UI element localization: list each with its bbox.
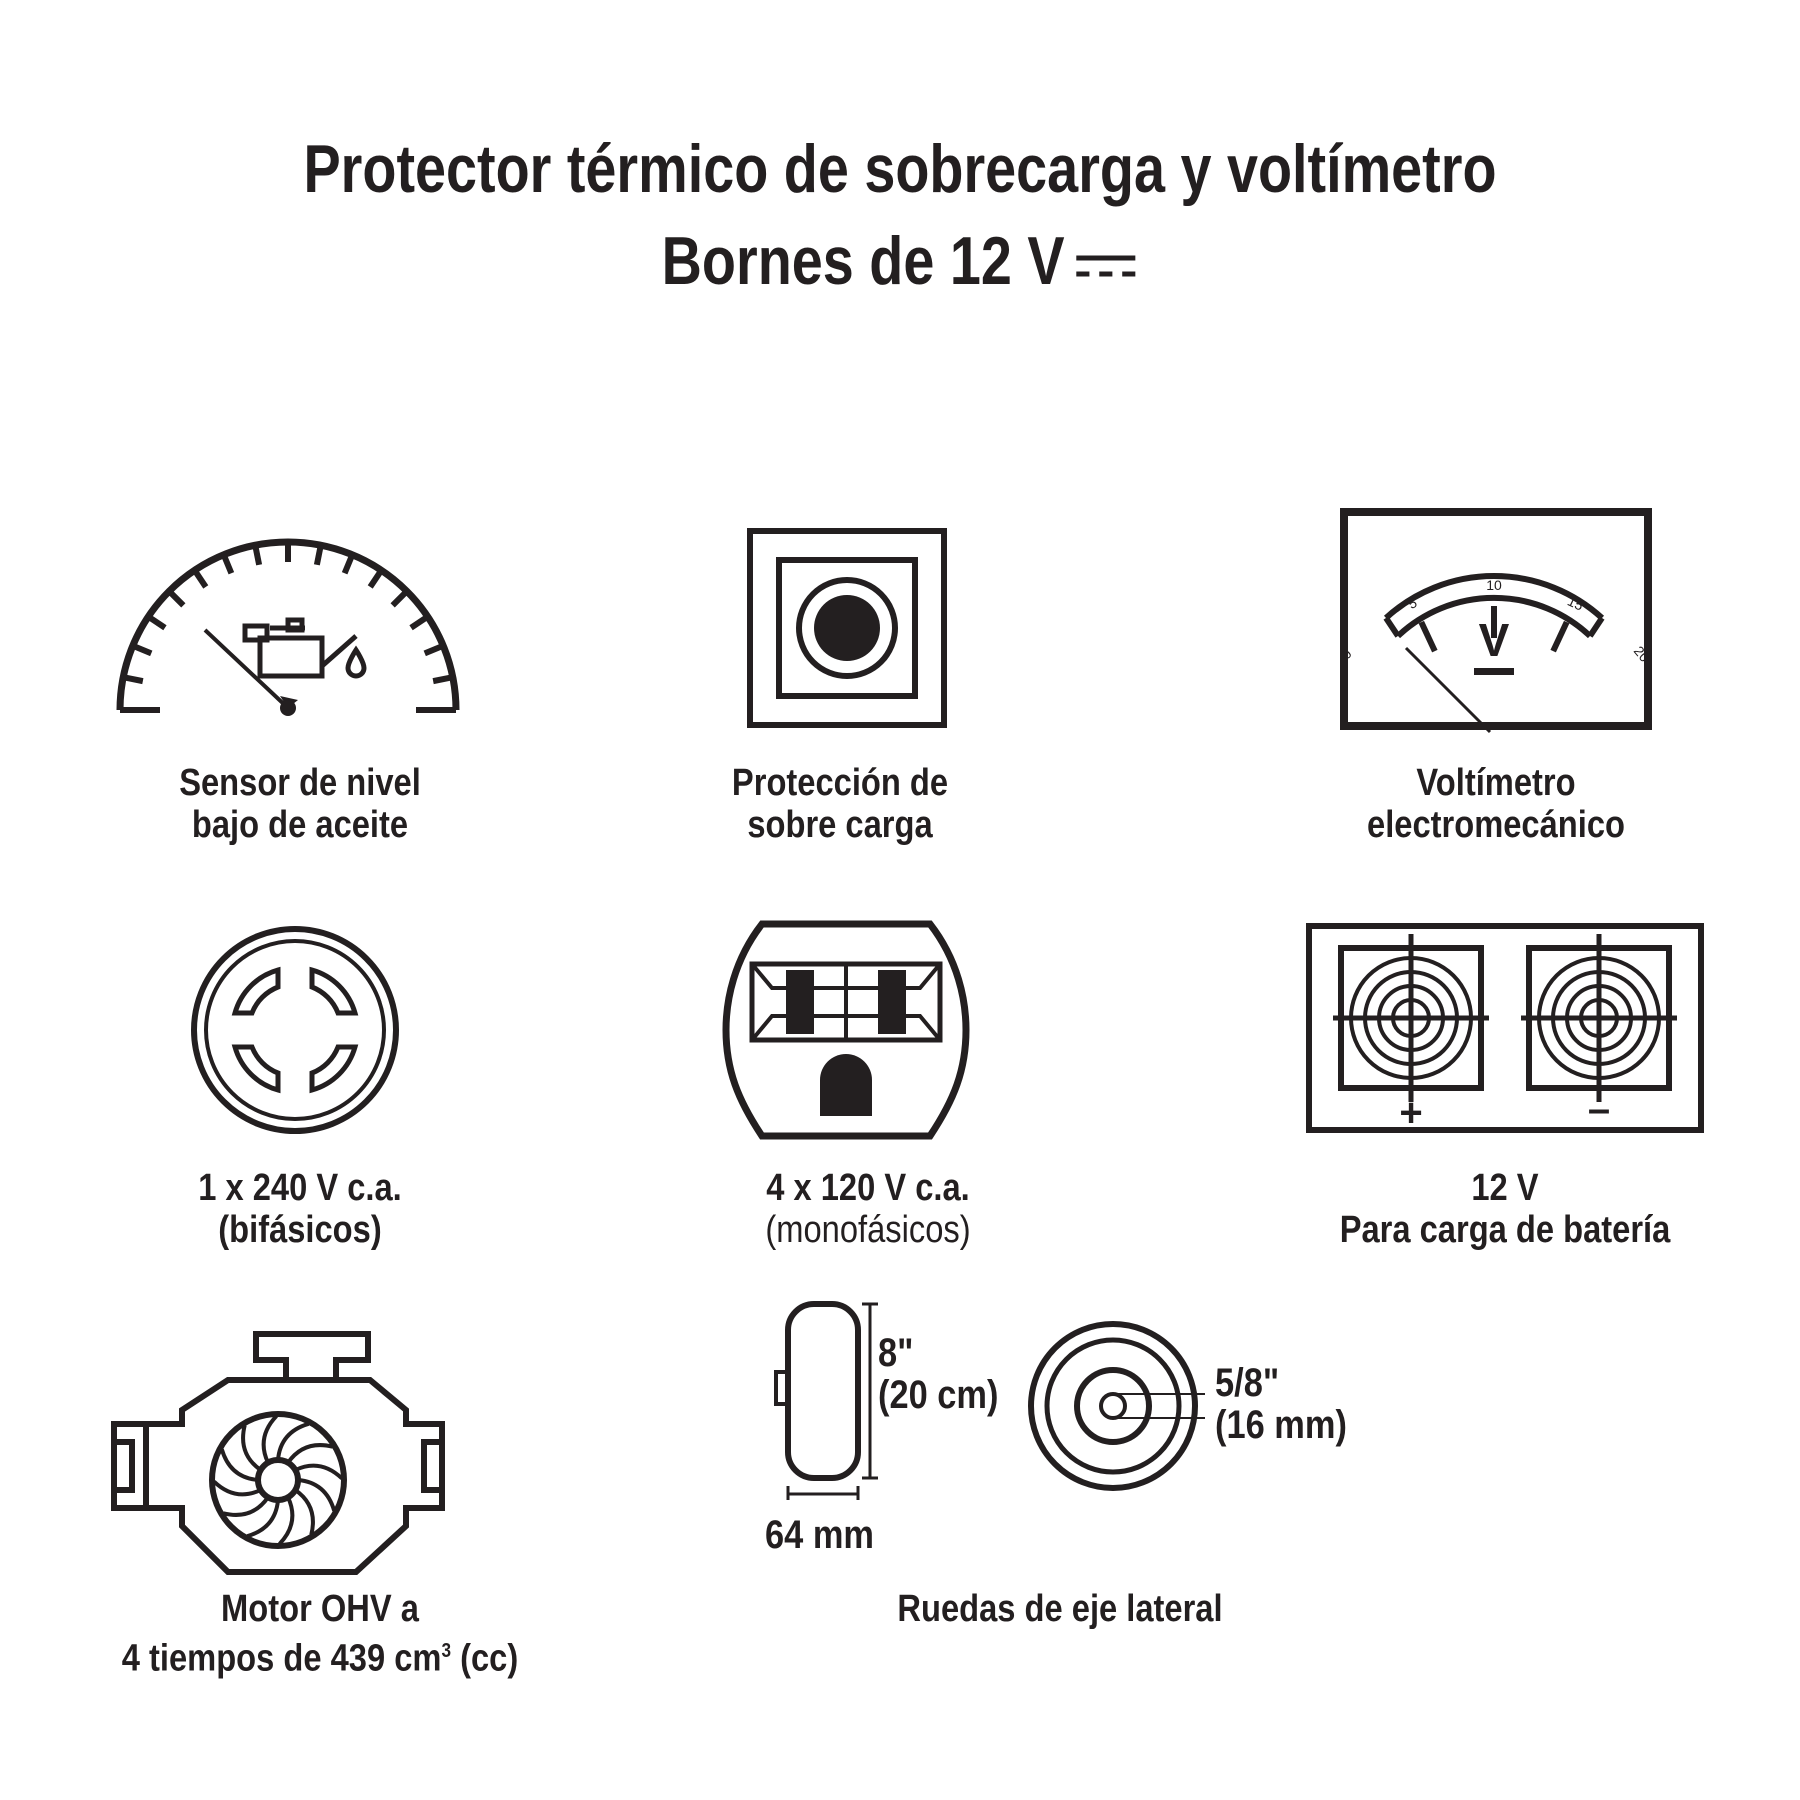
voltmeter-unit: V bbox=[1478, 614, 1510, 666]
engine-icon bbox=[110, 1330, 446, 1576]
voltmeter-scale-label: 20 bbox=[1630, 642, 1653, 666]
motor-line2-sup: 3 bbox=[441, 1640, 452, 1662]
voltmeter-caption bbox=[1324, 762, 1668, 846]
outlet-240-caption bbox=[128, 1167, 472, 1251]
overload-line1: Protección de bbox=[731, 762, 949, 804]
gauge-tick bbox=[133, 646, 151, 654]
negative-sign: – bbox=[1587, 1087, 1611, 1131]
battery-line1: 12 V bbox=[1471, 1167, 1539, 1209]
overload-button-icon bbox=[747, 528, 947, 728]
gauge-tick bbox=[195, 570, 206, 587]
wheel-height-label bbox=[878, 1332, 998, 1416]
fan-blade bbox=[223, 1497, 268, 1515]
subtitle-text: Bornes de 12 V bbox=[661, 223, 1065, 299]
battery-line2: Para carga de batería bbox=[1339, 1209, 1671, 1251]
gauge-tick bbox=[317, 545, 321, 565]
fan-blade bbox=[295, 1466, 342, 1479]
page-title: Protector térmico de sobrecarga y voltímetro bbox=[303, 131, 1497, 207]
fan-blade bbox=[214, 1482, 261, 1495]
negative-terminal bbox=[1521, 934, 1677, 1131]
gauge-tick bbox=[169, 591, 183, 605]
outlet-240-line1: 1 x 240 V c.a. bbox=[198, 1167, 402, 1209]
voltmeter-line1: Voltímetro bbox=[1416, 762, 1576, 804]
wheel-height-in: 8" bbox=[878, 1331, 914, 1375]
motor-line2 bbox=[105, 1630, 535, 1680]
voltmeter-line2: electromecánico bbox=[1367, 804, 1625, 846]
fan-blade bbox=[288, 1445, 333, 1463]
voltmeter-icon bbox=[1337, 508, 1653, 732]
voltmeter-scale-label: 0 bbox=[1337, 645, 1355, 663]
overload-line2: sobre carga bbox=[747, 804, 933, 846]
voltmeter-tick bbox=[1553, 622, 1567, 651]
gauge-tick bbox=[224, 555, 232, 573]
page-subtitle bbox=[162, 222, 1638, 300]
voltmeter-tick bbox=[1421, 622, 1435, 651]
positive-sign: + bbox=[1399, 1091, 1423, 1135]
gauge-tick bbox=[411, 617, 428, 628]
wheels-caption bbox=[845, 1588, 1275, 1630]
battery-caption bbox=[1290, 1167, 1720, 1251]
outlet-120-line2: (monofásicos) bbox=[765, 1209, 971, 1251]
wheel-height-cm: (20 cm) bbox=[878, 1373, 999, 1417]
fan-blade bbox=[243, 1425, 261, 1470]
voltmeter-scale-label: 5 bbox=[1405, 594, 1420, 612]
twist-lock-outlet-icon bbox=[190, 925, 400, 1135]
gauge-tick bbox=[433, 677, 453, 681]
gauge-tick bbox=[370, 570, 381, 587]
fan-blade bbox=[295, 1490, 313, 1535]
motor-caption bbox=[105, 1588, 535, 1680]
gauge-tick bbox=[148, 617, 165, 628]
wheel-front-icon bbox=[1027, 1320, 1207, 1500]
battery-terminals-icon bbox=[1305, 922, 1705, 1134]
outlet-120-line1: 4 x 120 V c.a. bbox=[766, 1167, 970, 1209]
outlet-240-line2: (bifásicos) bbox=[218, 1209, 382, 1251]
wheel-side-icon bbox=[770, 1300, 880, 1500]
wheel-width-label: 64 mm bbox=[765, 1513, 875, 1557]
overload-caption bbox=[668, 762, 1012, 846]
wheel-axle-in: 5/8" bbox=[1215, 1361, 1280, 1405]
gauge-tick bbox=[425, 646, 443, 654]
motor-line2-text: 4 tiempos de 439 cm bbox=[121, 1637, 442, 1680]
wheels-label: Ruedas de eje lateral bbox=[897, 1588, 1223, 1630]
gauge-tick bbox=[345, 555, 353, 573]
gauge-tick bbox=[255, 545, 259, 565]
gauge-tick bbox=[393, 591, 407, 605]
outlet-icon bbox=[722, 920, 970, 1140]
motor-line1: Motor OHV a bbox=[221, 1588, 419, 1630]
oil-sensor-caption bbox=[128, 762, 472, 846]
oil-gauge-icon bbox=[110, 530, 480, 730]
fan-blade bbox=[280, 1497, 293, 1544]
voltmeter-scale-label: 10 bbox=[1486, 577, 1502, 593]
fan-blade bbox=[264, 1416, 277, 1463]
wheel-axle-mm: (16 mm) bbox=[1215, 1403, 1347, 1447]
oil-sensor-line2: bajo de aceite bbox=[191, 804, 409, 846]
oil-sensor-line1: Sensor de nivel bbox=[179, 762, 421, 804]
voltmeter-scale-label: 15 bbox=[1565, 592, 1587, 614]
positive-terminal bbox=[1333, 934, 1489, 1135]
wheel-axle-label bbox=[1215, 1362, 1347, 1446]
outlet-120-caption bbox=[696, 1167, 1040, 1251]
dc-symbol-icon bbox=[1073, 246, 1139, 286]
oil-can-icon bbox=[245, 620, 364, 676]
gauge-tick bbox=[123, 677, 143, 681]
motor-line2-end: (cc) bbox=[451, 1637, 519, 1680]
